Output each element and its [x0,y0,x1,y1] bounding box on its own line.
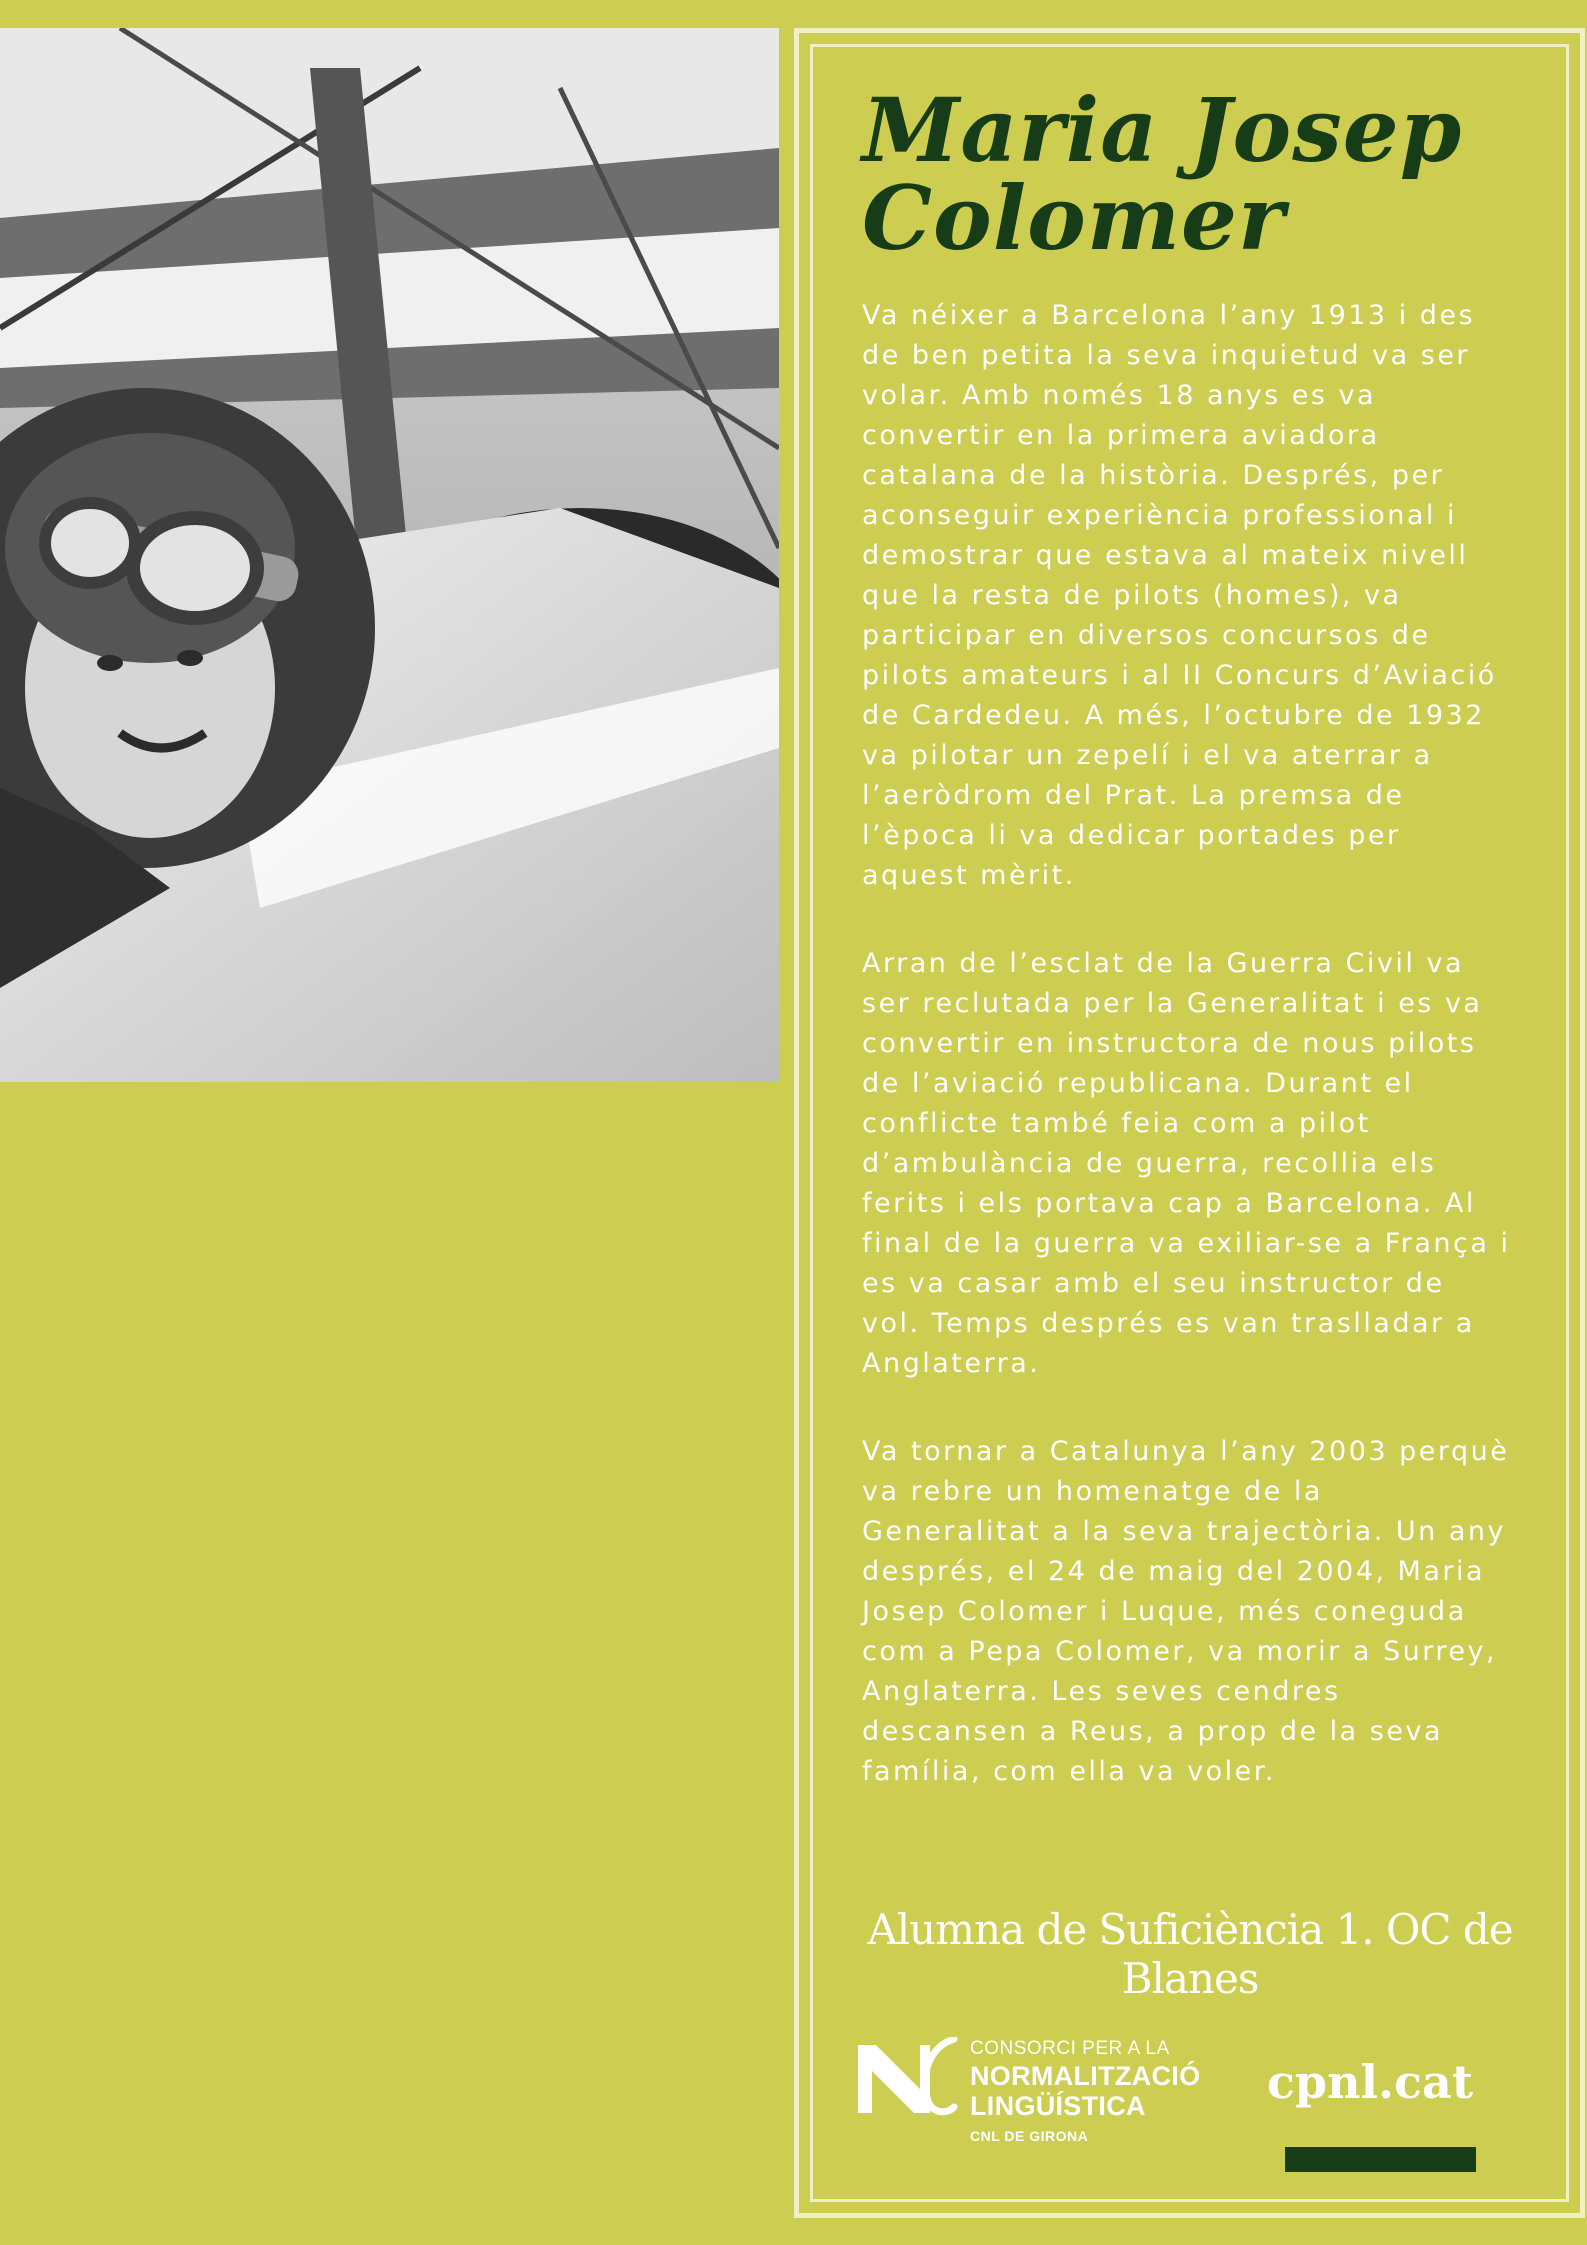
portrait-photo [0,28,779,1082]
aviator-photo-illustration [0,28,779,1082]
biography-paragraph: Arran de l’esclat de la Guerra Civil va ser reclutada per la Generalitat i es va convertir en instructora de nous pilots de l’aviació republicana. Durant el conflicte també feia com a pilot d’ambulància de guerra, recollia els ferits i els portava cap a Barcelona. Al final de la guerra va exiliar-se a França i es va casar amb el seu instructor de vol. Temps després es van traslladar a Anglaterra. [862,948,1511,1379]
biography [862,296,1512,1840]
logo-text-line: CNL DE GIRONA [970,2128,1089,2144]
logo-text-line: LINGÜÍSTICA [970,2091,1146,2121]
cpnl-logo-icon [858,2037,962,2117]
title-last-name: Colomer [862,166,1286,270]
biography-paragraph: Va tornar a Catalunya l’any 2003 perquè va rebre un homenatge de la Generalitat a la seva trajectòria. Un any després, el 24 de maig del 2004, Maria Josep Colomer i Luque, més coneguda com a Pepa Colomer, va morir a Surrey, Anglaterra. Les seves cendres descansen a Reus, a prop de la seva família, com ella va voler. [862,1436,1510,1787]
cpnl-logo-text [970,2037,1200,2147]
logo-text-line: NORMALITZACIÓ [970,2061,1201,2091]
accent-bar [1285,2147,1476,2172]
logo-text-line: CONSORCI PER A LA [970,2038,1170,2059]
cpnl-logo [858,2037,1201,2147]
title-first-name: Maria Josep [862,78,1463,182]
website-label: cpnl.cat [1266,2055,1474,2109]
page-title [862,78,1562,270]
biography-paragraph: Va néixer a Barcelona l’any 1913 i des de ben petita la seva inquietud va ser volar. Amb només 18 anys es va convertir en la primera aviadora catalana de la història. Després, per aconseguir experiència professional i demostrar que estava al mateix nivell que la resta de pilots (homes), va participar en diversos concursos de pilots amateurs i al II Concurs d’Aviació de Cardedeu. A més, l’octubre de 1932 va pilotar un zepelí i el va aterrar a l’aeròdrom del Prat. La premsa de l’època li va dedicar portades per aquest mèrit. [862,300,1497,891]
author-credit: Alumna de Suficiència 1. OC de Blanes [867,1905,1513,2003]
